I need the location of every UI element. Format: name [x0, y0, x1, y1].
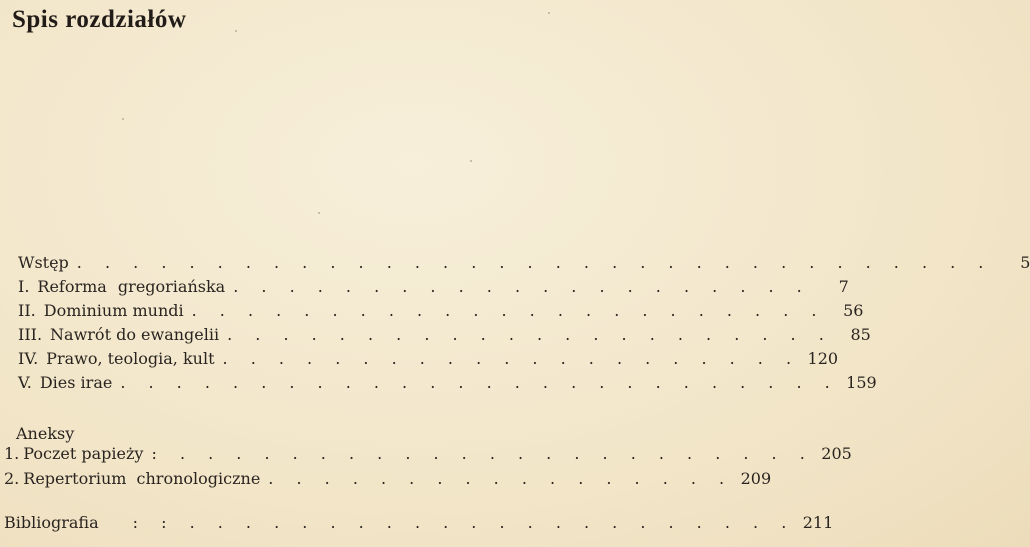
- toc-entry-chapter: [18, 301, 864, 325]
- leader-dots: : . . . . . . . . . . . . . . . . . . . . . . .: [151, 444, 814, 463]
- toc-entry-chapter: [18, 349, 839, 373]
- toc-entry-number: V.: [18, 373, 32, 392]
- toc-entry-label: Dominium mundi: [43, 301, 184, 320]
- toc-entry-page: 159: [846, 373, 877, 392]
- toc-entry-page: 5: [1020, 253, 1030, 272]
- toc-entry-label: Prawo, teologia, kult: [46, 349, 215, 368]
- toc-entry-page: 56: [843, 301, 864, 320]
- toc-entry-page: 205: [821, 444, 852, 463]
- toc-entry-annex: [4, 469, 772, 493]
- toc-entry-number: 2.: [4, 469, 20, 488]
- leader-dots: . . . . . . . . . . . . . . . . .: [268, 469, 734, 488]
- paper-speck: [235, 30, 237, 32]
- leader-dots: . . . . . . . . . . . . . . . . . . . . . . .: [191, 301, 826, 320]
- toc-entry-label: Repertorium chronologiczne: [23, 469, 261, 488]
- toc-entry-chapter: [18, 373, 877, 397]
- paper-speck: [122, 118, 124, 120]
- toc-entry-number: 1.: [4, 444, 20, 463]
- toc-entry-number: IV.: [18, 349, 39, 368]
- toc-entry-number: I.: [18, 277, 30, 296]
- toc-entry-page: 7: [838, 277, 849, 296]
- toc-entry-label: Bibliografia: [4, 513, 99, 532]
- toc-entry-chapter: [18, 277, 849, 301]
- annex-heading: Aneksy: [16, 424, 75, 443]
- toc-entry-chapter: [18, 325, 871, 349]
- paper-speck: [318, 212, 320, 214]
- paper-speck: [470, 160, 472, 162]
- leader-dots: : : . . . . . . . . . . . . . . . . . . . . . .: [132, 513, 796, 532]
- toc-entry-label: Reforma gregoriańska: [37, 277, 226, 296]
- leader-dots: . . . . . . . . . . . . . . . . . . . . . .: [227, 325, 833, 344]
- leader-dots: . . . . . . . . . . . . . . . . . . . . .: [233, 277, 811, 296]
- toc-entry-page: 85: [850, 325, 871, 344]
- toc-entry-label: Nawrót do ewangelii: [50, 325, 220, 344]
- toc-entry-number: III.: [18, 325, 43, 344]
- toc-entry-intro: [18, 253, 1030, 277]
- page-title: Spis rozdziałów: [12, 6, 187, 33]
- leader-dots: . . . . . . . . . . . . . . . . . . . . . . . . . .: [120, 373, 839, 392]
- toc-entry-page: 209: [740, 469, 772, 488]
- paper-speck: [548, 12, 550, 14]
- toc-entry-number: II.: [18, 301, 36, 320]
- toc-entry-label: Wstęp: [18, 253, 69, 272]
- toc-entry-label: Poczet papieży: [23, 444, 144, 463]
- toc-entry-page: 120: [807, 349, 839, 368]
- toc-entry-annex: [4, 444, 852, 468]
- toc-entry-bibliography: [4, 513, 834, 537]
- leader-dots: . . . . . . . . . . . . . . . . . . . . .: [222, 349, 801, 368]
- toc-entry-page: 211: [802, 513, 834, 532]
- leader-dots: . . . . . . . . . . . . . . . . . . . . . . . . . . . . . . . . .: [76, 253, 993, 272]
- toc-entry-label: Dies irae: [39, 373, 113, 392]
